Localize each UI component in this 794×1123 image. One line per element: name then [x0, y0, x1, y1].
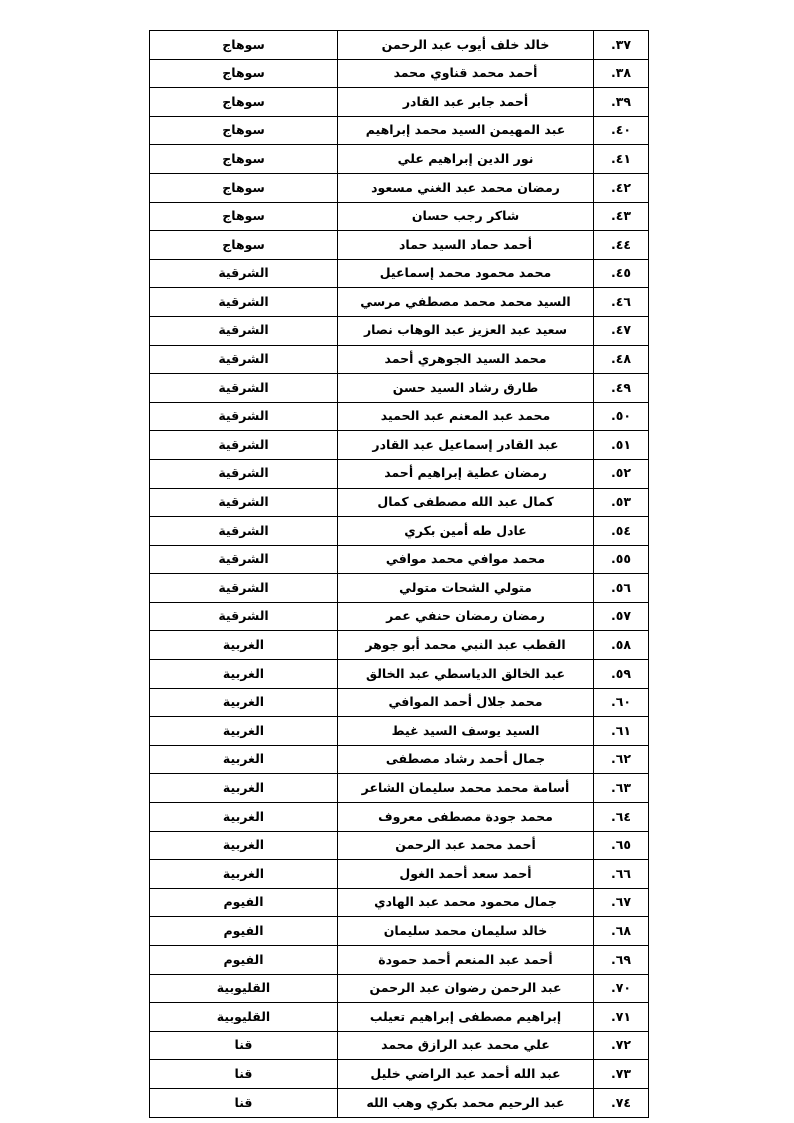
name-cell: إبراهيم مصطفى إبراهيم تعيلب [338, 1003, 594, 1032]
table-row [150, 202, 649, 231]
table-row [150, 745, 649, 774]
row-number-cell: ٦٠. [594, 688, 649, 717]
governorate-cell: الشرقية [150, 374, 338, 403]
row-number-cell: ٤٩. [594, 374, 649, 403]
names-table-body [150, 31, 649, 1118]
row-number-cell: ٥٧. [594, 602, 649, 631]
governorate-cell: الشرقية [150, 488, 338, 517]
name-cell: رمضان رمضان حنفي عمر [338, 602, 594, 631]
governorate-cell: الفيوم [150, 888, 338, 917]
row-number-cell: ٤٦. [594, 288, 649, 317]
name-cell: محمد موافي محمد موافي [338, 545, 594, 574]
governorate-cell: الشرقية [150, 431, 338, 460]
table-row [150, 116, 649, 145]
row-number-cell: ٣٩. [594, 88, 649, 117]
name-cell: عبد الله أحمد عبد الراضي خليل [338, 1060, 594, 1089]
row-number-cell: ٣٧. [594, 31, 649, 60]
table-row [150, 316, 649, 345]
governorate-cell: الشرقية [150, 517, 338, 546]
governorate-cell: الغربية [150, 717, 338, 746]
name-cell: أسامة محمد محمد سليمان الشاعر [338, 774, 594, 803]
name-cell: محمد جودة مصطفى معروف [338, 803, 594, 832]
row-number-cell: ٦١. [594, 717, 649, 746]
row-number-cell: ٤٤. [594, 231, 649, 260]
table-row [150, 345, 649, 374]
name-cell: نور الدين إبراهيم علي [338, 145, 594, 174]
governorate-cell: سوهاج [150, 231, 338, 260]
table-row [150, 602, 649, 631]
row-number-cell: ٧٣. [594, 1060, 649, 1089]
governorate-cell: سوهاج [150, 116, 338, 145]
name-cell: محمد عبد المعنم عبد الحميد [338, 402, 594, 431]
table-row [150, 660, 649, 689]
governorate-cell: الشرقية [150, 545, 338, 574]
governorate-cell: الشرقية [150, 459, 338, 488]
governorate-cell: سوهاج [150, 145, 338, 174]
governorate-cell: الغربية [150, 631, 338, 660]
row-number-cell: ٥٦. [594, 574, 649, 603]
name-cell: خالد خلف أيوب عبد الرحمن [338, 31, 594, 60]
name-cell: خالد سليمان محمد سليمان [338, 917, 594, 946]
table-row [150, 1060, 649, 1089]
name-cell: رمضان عطية إبراهيم أحمد [338, 459, 594, 488]
table-row [150, 631, 649, 660]
table-row [150, 259, 649, 288]
row-number-cell: ٥٠. [594, 402, 649, 431]
row-number-cell: ٦٣. [594, 774, 649, 803]
table-row [150, 774, 649, 803]
row-number-cell: ٦٥. [594, 831, 649, 860]
table-row [150, 974, 649, 1003]
table-row [150, 145, 649, 174]
row-number-cell: ٥٤. [594, 517, 649, 546]
governorate-cell: سوهاج [150, 31, 338, 60]
governorate-cell: سوهاج [150, 173, 338, 202]
name-cell: أحمد محمد قناوي محمد [338, 59, 594, 88]
governorate-cell: سوهاج [150, 88, 338, 117]
row-number-cell: ٦٢. [594, 745, 649, 774]
governorate-cell: قنا [150, 1088, 338, 1117]
row-number-cell: ٦٦. [594, 860, 649, 889]
row-number-cell: ٥٣. [594, 488, 649, 517]
row-number-cell: ٤٢. [594, 173, 649, 202]
table-row [150, 1031, 649, 1060]
governorate-cell: الفيوم [150, 946, 338, 975]
name-cell: طارق رشاد السيد حسن [338, 374, 594, 403]
name-cell: محمد جلال أحمد الموافي [338, 688, 594, 717]
governorate-cell: الشرقية [150, 402, 338, 431]
governorate-cell: الشرقية [150, 602, 338, 631]
row-number-cell: ٧٤. [594, 1088, 649, 1117]
name-cell: أحمد جابر عبد القادر [338, 88, 594, 117]
name-cell: القطب عبد النبي محمد أبو جوهر [338, 631, 594, 660]
table-row [150, 517, 649, 546]
row-number-cell: ٥١. [594, 431, 649, 460]
name-cell: كمال عبد الله مصطفى كمال [338, 488, 594, 517]
governorate-cell: الفيوم [150, 917, 338, 946]
table-row [150, 545, 649, 574]
table-row [150, 88, 649, 117]
row-number-cell: ٣٨. [594, 59, 649, 88]
governorate-cell: قنا [150, 1060, 338, 1089]
name-cell: جمال أحمد رشاد مصطفى [338, 745, 594, 774]
table-row [150, 402, 649, 431]
governorate-cell: الغربية [150, 660, 338, 689]
name-cell: محمد السيد الجوهري أحمد [338, 345, 594, 374]
name-cell: جمال محمود محمد عبد الهادي [338, 888, 594, 917]
governorate-cell: الشرقية [150, 316, 338, 345]
name-cell: سعيد عبد العزيز عبد الوهاب نصار [338, 316, 594, 345]
table-row [150, 431, 649, 460]
row-number-cell: ٧١. [594, 1003, 649, 1032]
governorate-cell: الغربية [150, 831, 338, 860]
name-cell: محمد محمود محمد إسماعيل [338, 259, 594, 288]
row-number-cell: ٦٧. [594, 888, 649, 917]
governorate-cell: الشرقية [150, 259, 338, 288]
name-cell: رمضان محمد عبد الغني مسعود [338, 173, 594, 202]
name-cell: عبد المهيمن السيد محمد إبراهيم [338, 116, 594, 145]
table-row [150, 831, 649, 860]
governorate-cell: الغربية [150, 688, 338, 717]
name-cell: أحمد سعد أحمد الغول [338, 860, 594, 889]
governorate-cell: قنا [150, 1031, 338, 1060]
name-cell: أحمد عبد المنعم أحمد حمودة [338, 946, 594, 975]
table-row [150, 1088, 649, 1117]
table-row [150, 288, 649, 317]
table-row [150, 231, 649, 260]
table-row [150, 574, 649, 603]
governorate-cell: سوهاج [150, 59, 338, 88]
name-cell: عبد الرحيم محمد بكري وهب الله [338, 1088, 594, 1117]
name-cell: متولي الشحات متولي [338, 574, 594, 603]
governorate-cell: الشرقية [150, 574, 338, 603]
row-number-cell: ٤٨. [594, 345, 649, 374]
row-number-cell: ٧٢. [594, 1031, 649, 1060]
row-number-cell: ٦٩. [594, 946, 649, 975]
table-row [150, 888, 649, 917]
governorate-cell: سوهاج [150, 202, 338, 231]
name-cell: أحمد حماد السيد حماد [338, 231, 594, 260]
row-number-cell: ٥٩. [594, 660, 649, 689]
row-number-cell: ٧٠. [594, 974, 649, 1003]
table-row [150, 488, 649, 517]
table-row [150, 717, 649, 746]
name-cell: السيد محمد محمد مصطفي مرسي [338, 288, 594, 317]
table-row [150, 688, 649, 717]
name-cell: علي محمد عبد الرازق محمد [338, 1031, 594, 1060]
governorate-cell: الشرقية [150, 345, 338, 374]
name-cell: عادل طه أمين بكري [338, 517, 594, 546]
table-row [150, 860, 649, 889]
table-row [150, 374, 649, 403]
row-number-cell: ٤١. [594, 145, 649, 174]
row-number-cell: ٤٠. [594, 116, 649, 145]
row-number-cell: ٥٢. [594, 459, 649, 488]
row-number-cell: ٥٥. [594, 545, 649, 574]
governorate-cell: الغربية [150, 860, 338, 889]
table-row [150, 946, 649, 975]
governorate-cell: الغربية [150, 745, 338, 774]
table-row [150, 31, 649, 60]
row-number-cell: ٦٤. [594, 803, 649, 832]
table-row [150, 459, 649, 488]
row-number-cell: ٦٨. [594, 917, 649, 946]
row-number-cell: ٥٨. [594, 631, 649, 660]
name-cell: عبد الرحمن رضوان عبد الرحمن [338, 974, 594, 1003]
row-number-cell: ٤٧. [594, 316, 649, 345]
name-cell: عبد القادر إسماعيل عبد القادر [338, 431, 594, 460]
name-cell: عبد الخالق الدياسطي عبد الخالق [338, 660, 594, 689]
table-row [150, 59, 649, 88]
governorate-cell: الغربية [150, 803, 338, 832]
row-number-cell: ٤٣. [594, 202, 649, 231]
table-row [150, 803, 649, 832]
name-cell: أحمد محمد عبد الرحمن [338, 831, 594, 860]
table-row [150, 917, 649, 946]
governorate-cell: القليوبية [150, 974, 338, 1003]
table-row [150, 173, 649, 202]
governorate-cell: الشرقية [150, 288, 338, 317]
row-number-cell: ٤٥. [594, 259, 649, 288]
name-cell: شاكر رجب حسان [338, 202, 594, 231]
governorate-cell: القليوبية [150, 1003, 338, 1032]
name-cell: السيد يوسف السيد غيط [338, 717, 594, 746]
table-row [150, 1003, 649, 1032]
governorate-cell: الغربية [150, 774, 338, 803]
names-table [149, 30, 649, 1118]
